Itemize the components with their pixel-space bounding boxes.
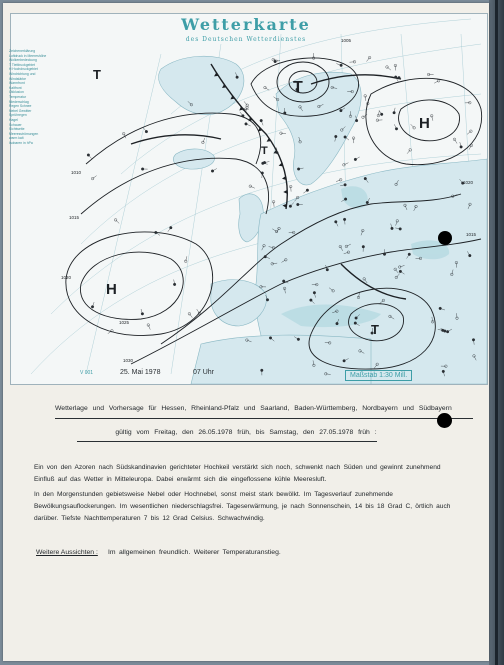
wind-barb [240, 112, 243, 116]
pressure-label-low-north: T [293, 79, 303, 96]
wind-barb [379, 110, 382, 114]
legend-entry: Sichtweite [9, 127, 25, 132]
legend-entry: Windrichtung und [9, 71, 36, 76]
isobar-value: 1025 [119, 320, 130, 325]
isobar-value: 1005 [341, 38, 352, 43]
binder-stripe [495, 0, 498, 665]
legend-entry: Hagel [9, 117, 18, 122]
forecast-header: Wetterlage und Vorhersage für Hessen, Rheinland-Pfalz und Saarland, Baden-Württemberg, Nordbayern und Südbayern [55, 405, 452, 412]
legend-entry: Sprühregen [9, 113, 27, 118]
legend-entry: Isobaren in hPa [9, 140, 33, 145]
wind-barb [168, 228, 171, 232]
wind-barb [363, 114, 367, 117]
map-code: V 001 [80, 370, 94, 376]
legend-entry: Luftdruck in Meereshöhe [9, 53, 47, 58]
punch-hole-bottom [437, 413, 452, 428]
legend-entry: T Tiefdruckgebiet [9, 62, 35, 67]
wind-barb [274, 202, 275, 207]
punch-hole-top [438, 231, 452, 245]
legend-entry: Okklusion [9, 90, 24, 95]
isobar-atlantic-1 [86, 113, 261, 164]
wind-barb [378, 111, 379, 116]
station-marker [184, 260, 187, 263]
legend-entry: Warmfront [9, 81, 25, 86]
greenland-land [159, 56, 244, 115]
outlook-text: Im allgemeinen freundlich. Weiterer Temperaturanstieg. [108, 549, 281, 556]
scandinavia-land [276, 72, 361, 185]
weather-map [10, 13, 488, 385]
legend-entry: Regen Schnee [9, 104, 32, 109]
station-marker [260, 119, 263, 122]
cold-front-triangle [282, 176, 286, 180]
legend-entry: Windstärke [9, 76, 26, 81]
header-underline [55, 418, 473, 419]
station-marker [470, 144, 473, 147]
map-title: Wetterkarte [181, 15, 311, 34]
isobar-value: 1020 [61, 275, 72, 280]
legend-entry: Meeresströmungen [9, 131, 39, 136]
forecast-validity: gültig vom Freitag, den 26.05.1978 früh, bis Samstag, den 27.05.1978 früh : [115, 429, 377, 436]
document-sheet [3, 3, 489, 661]
pressure-label-high-west: H [106, 281, 117, 298]
wind-barb [367, 58, 370, 62]
warm-front-line [131, 135, 221, 144]
station-marker [264, 86, 267, 89]
wind-barb [143, 128, 146, 132]
iceland-land [173, 149, 214, 169]
pressure-label-low-south: T [371, 322, 379, 337]
wind-barb [411, 124, 415, 128]
wind-barb [281, 133, 286, 134]
wind-barb [365, 96, 366, 101]
map-date: 25. Mai 1978 [120, 369, 161, 376]
weather-map-graphic [11, 14, 487, 384]
wind-barb [189, 314, 192, 318]
wind-barb [244, 101, 247, 105]
map-subtitle: des Deutschen Wetterdienstes [185, 36, 307, 43]
validity-underline [77, 441, 377, 442]
pressure-label-high-east: H [419, 115, 430, 132]
legend-entry: Kaltfront [9, 85, 22, 90]
isobar-value: 1020 [463, 180, 474, 185]
wind-barb [407, 150, 410, 154]
legend-entry: Wolkenbedeckung [9, 58, 37, 63]
legend-entry: Temperatur [9, 94, 27, 99]
station-marker [437, 80, 440, 83]
legend-entry: Schauer [9, 122, 22, 127]
legend-entry: Nebel Gewitter [9, 108, 32, 113]
isobar-value: 1010 [71, 170, 82, 175]
isobar-high-west-outer [66, 232, 213, 336]
wind-barb [303, 190, 307, 193]
wind-barb [93, 176, 97, 179]
station-marker [340, 64, 343, 67]
legend-entry: H Hochdruckgebiet [9, 67, 38, 72]
wind-barb [467, 131, 471, 134]
legend-entry: warm kalt [9, 136, 24, 141]
isobar-value: 1015 [466, 232, 477, 237]
station-marker [460, 146, 463, 149]
pressure-label-low-mid: T [261, 145, 268, 157]
isobar-value: 1030 [123, 358, 134, 363]
isobar-high-west [80, 252, 183, 319]
outlook-label: Weitere Aussichten : [36, 549, 98, 556]
wind-barb [387, 67, 391, 70]
legend-entry: Niederschlag [9, 99, 29, 104]
map-legend [9, 49, 73, 145]
station-marker [245, 123, 248, 126]
isobar-value: 1015 [69, 215, 80, 220]
station-marker [336, 322, 339, 325]
map-time: 07 Uhr [193, 369, 215, 376]
forecast-paragraph-details: In den Morgenstunden gebietsweise Nebel oder Hochnebel, sonst meist stark bewölkt. Im Tagesverlauf zunehmende Bewölkungsauflockerungen. Im wesentlichen niederschlagsfrei. Tageserwärmung, je nach Sonnenschein, 14 bis 18 Grad C, örtlich auch darüber. Tiefste Nachttemperaturen 7 bis 12 Grad Celsius. Schwachwindig. [34, 491, 451, 522]
station-marker [326, 268, 329, 271]
legend-entry: Zeichenerklärung [9, 49, 36, 53]
map-scale: Maßstab 1:30 Mill. [345, 370, 412, 381]
station-marker [344, 198, 347, 201]
wind-barb [88, 155, 91, 159]
wind-barb [116, 220, 120, 224]
pressure-label-low-west: T [93, 67, 101, 82]
forecast-paragraph-synopsis: Ein von den Azoren nach Südskandinavien gerichteter Hochkeil verstärkt sich noch, schwenkt nach Süden und gewinnt zunehmend Einfluß auf das Wetter in Mitteleuropa. Dabei erwärmt sich die eingeflossene kühle Meeresluft. [34, 464, 441, 483]
cold-front-triangle [283, 190, 287, 194]
station-marker [297, 338, 300, 341]
